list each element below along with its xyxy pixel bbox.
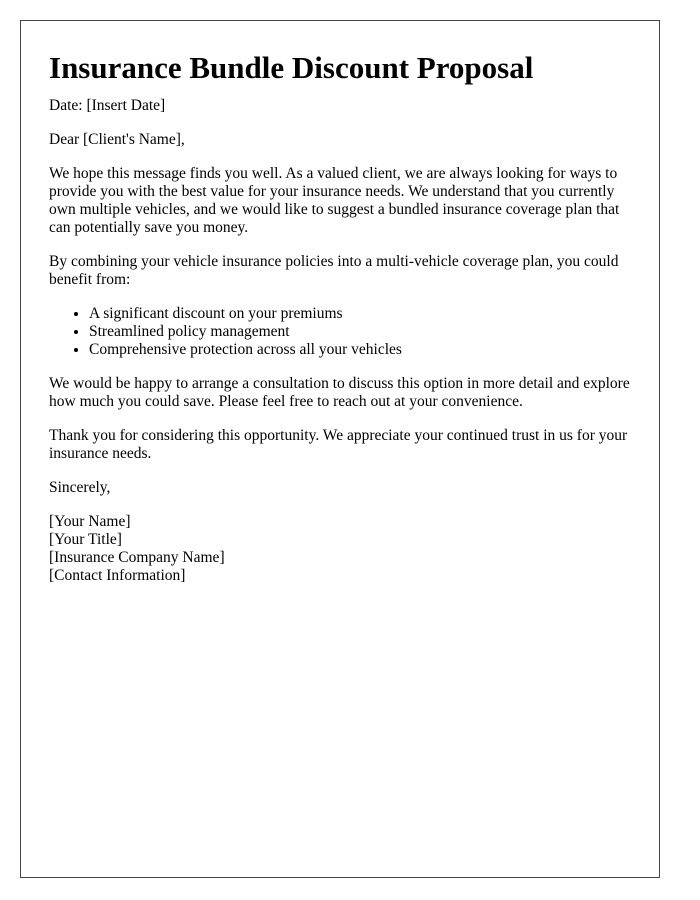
thank-you-paragraph: Thank you for considering this opportunity. We appreciate your continued trust in us for your insurance needs. [49,427,628,462]
date-line: Date: [Insert Date] [49,97,166,114]
benefits-intro-paragraph: By combining your vehicle insurance policies into a multi-vehicle coverage plan, you could benefit from: [49,253,619,288]
signature-block [49,513,631,585]
letter-title: Insurance Bundle Discount Proposal [49,50,534,85]
consultation-paragraph: We would be happy to arrange a consultation to discuss this option in more detail and explore how much you could save. Please feel free to reach out at your convenience. [49,375,630,410]
benefit-item: • A significant discount on your premiums [89,305,631,323]
signature-contact: [Contact Information] [49,567,186,584]
benefit-item: • Comprehensive protection across all your vehicles [89,341,631,359]
signature-name: [Your Name] [49,513,131,530]
signature-company: [Insurance Company Name] [49,549,225,566]
benefits-list [49,305,631,359]
benefit-item: • Streamlined policy management [89,323,631,341]
intro-paragraph: We hope this message finds you well. As a valued client, we are always looking for ways to provide you with the best value for your insurance needs. We understand that you currently own multiple vehicles, and we would like to suggest a bundled insurance coverage plan that can potentially save you money. [49,165,620,236]
salutation: Dear [Client's Name], [49,131,185,148]
letter-page [20,20,660,878]
closing: Sincerely, [49,479,111,496]
signature-title: [Your Title] [49,531,122,548]
